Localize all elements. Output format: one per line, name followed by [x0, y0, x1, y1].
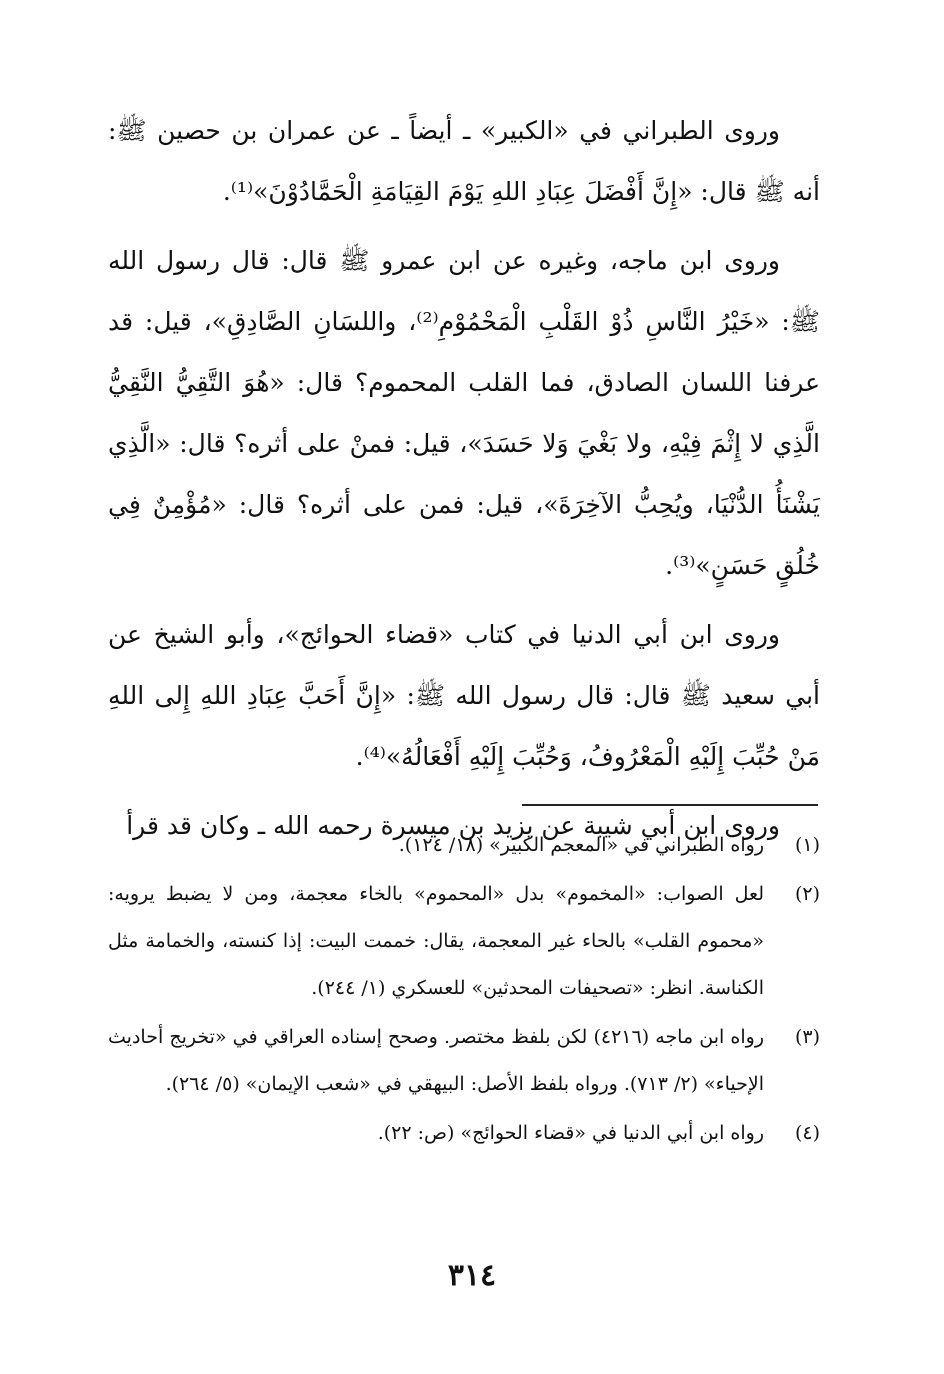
footnote-text: رواه الطبراني في «المعجم الكبير» (١٨/ ١٢٤). [398, 834, 764, 856]
footnote-text: رواه ابن ماجه (٤٢١٦) لكن بلفظ مختصر. وصحح إسناده العراقي في «تخريج أحاديث الإحياء» (٢/ ٧١٣). ورواه بلفظ الأصل: البيهقي في «شعب الإيمان» (٥/ ٢٦٤). [108, 1026, 765, 1095]
footnote-4 [108, 1110, 820, 1157]
footnotes [108, 822, 820, 1159]
paragraph-2: وروى ابن ماجه، وغيره عن ابن عمرو ﷺ قال: قال رسول الله ﷺ: «خَيْرُ النَّاسِ ذُوْ القَلْبِ الْمَحْمُوْمِ⁽²⁾، واللسَانِ الصَّادِقِ»، قيل: قد عرفنا اللسان الصادق، فما القلب المحموم؟ قال: «هُوَ التَّقِيُّ النَّقِيُّ الَّذِي لا إِثْمَ فِيْهِ، ولا بَغْيَ وَلا حَسَدَ»، قيل: فمنْ على أثره؟ قال: «الَّذِي يَشْنَأُ الدُّنْيَا، ويُحِبُّ الآخِرَةَ»، قيل: فمن على أثره؟ قال: «مُؤْمِنٌ فِي خُلُقٍ حَسَنٍ»⁽³⁾. [108, 246, 820, 580]
footnote-number: (٢) [794, 883, 820, 905]
paragraph-1: وروى الطبراني في «الكبير» ـ أيضاً ـ عن عمران بن حصين ﷺ: أنه ﷺ قال: «إِنَّ أَفْضَلَ عِبَادِ اللهِ يَوْمَ القِيَامَةِ الْحَمَّادُوْنَ»⁽¹⁾. [108, 116, 820, 206]
footnote-text: لعل الصواب: «المخموم» بدل «المحموم» بالخاء معجمة، ومن لا يضبط يرويه: «محموم القلب» بالحاء غير المعجمة، يقال: خممت البيت: إذا كنسته، والخمامة مثل الكناسة. انظر: «تصحيفات المحدثين» للعسكري (١/ ٢٤٤). [108, 883, 764, 999]
paragraph-4: وروى ابن أبي شيبة عن يزيد بن ميسرة رحمه الله ـ وكان قد قرأ [126, 811, 780, 840]
page-number: ٣١٤ [447, 1258, 497, 1293]
footnote-2 [108, 871, 820, 1012]
footnote-number: (٤) [794, 1122, 820, 1144]
footnote-text: رواه ابن أبي الدنيا في «قضاء الحوائج» (ص: ٢٢). [377, 1122, 764, 1144]
footnote-divider [522, 804, 818, 806]
main-text [108, 100, 820, 856]
footnote-1 [108, 822, 820, 869]
paragraph-3: وروى ابن أبي الدنيا في كتاب «قضاء الحوائج»، وأبو الشيخ عن أبي سعيد ﷺ قال: قال رسول الله ﷺ: «إِنَّ أَحَبَّ عِبَادِ اللهِ إِلى اللهِ مَنْ حُبِّبَ إِلَيْهِ الْمَعْرُوفُ، وَحُبِّبَ إِلَيْهِ أَفْعَالُهُ»⁽⁴⁾. [108, 620, 820, 771]
footnote-number: (١) [794, 834, 820, 856]
footnote-3 [108, 1014, 820, 1108]
footnote-number: (٣) [794, 1026, 820, 1048]
